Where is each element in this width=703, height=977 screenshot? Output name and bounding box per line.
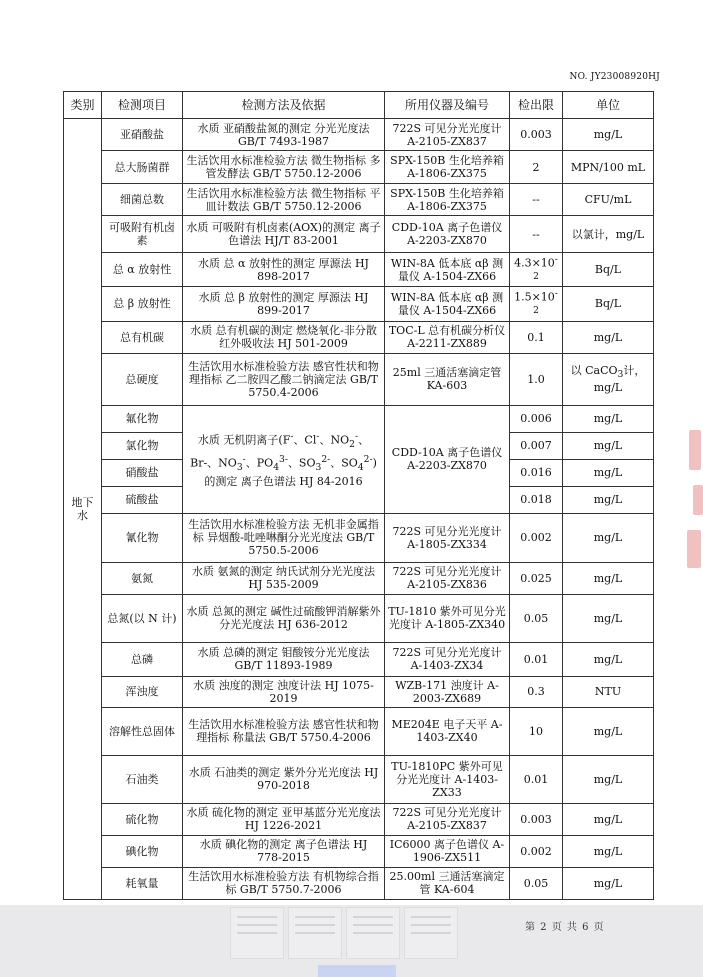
method-cell: 水质 石油类的测定 紫外分光光度法 HJ 970-2018 bbox=[183, 755, 385, 803]
page-thumbnail[interactable] bbox=[404, 907, 458, 959]
item-cell: 浑浊度 bbox=[102, 676, 183, 707]
unit-cell: Bq/L bbox=[563, 287, 654, 321]
scroll-indicator[interactable] bbox=[318, 965, 396, 977]
header-method: 检测方法及依据 bbox=[183, 92, 385, 119]
instrument-cell: ME204E 电子天平 A-1403-ZX40 bbox=[385, 707, 510, 755]
table-row bbox=[64, 321, 654, 353]
unit-cell: mg/L bbox=[563, 707, 654, 755]
table-row bbox=[64, 253, 654, 287]
limit-cell: 0.3 bbox=[510, 676, 563, 707]
instrument-cell: 722S 可见分光光度计 A-2105-ZX836 bbox=[385, 562, 510, 594]
method-cell: 水质 总氮的测定 碱性过硫酸钾消解紫外分光光度法 HJ 636-2012 bbox=[183, 594, 385, 642]
limit-cell: 2 bbox=[510, 151, 563, 184]
limit-cell: 0.002 bbox=[510, 513, 563, 562]
method-sup: 3- bbox=[279, 453, 288, 465]
limit-cell: 0.025 bbox=[510, 562, 563, 594]
method-text: 水质 无机阴离子(F bbox=[197, 433, 291, 447]
category-cell: 地下水 bbox=[64, 119, 102, 900]
item-cell: 溶解性总固体 bbox=[102, 707, 183, 755]
table-row bbox=[64, 676, 654, 707]
header-limit: 检出限 bbox=[510, 92, 563, 119]
item-cell: 总磷 bbox=[102, 642, 183, 676]
table-row bbox=[64, 835, 654, 867]
unit-cell: mg/L bbox=[563, 513, 654, 562]
table-row bbox=[64, 216, 654, 253]
method-cell: 生活饮用水标准检验方法 微生物指标 平皿计数法 GB/T 5750.12-2006 bbox=[183, 184, 385, 216]
item-cell: 细菌总数 bbox=[102, 184, 183, 216]
unit-cell: 以氯计，mg/L bbox=[563, 216, 654, 253]
unit-text: 计，mg/L bbox=[593, 364, 646, 395]
page-thumbnail[interactable] bbox=[230, 907, 284, 959]
method-cell: 水质 氨氮的测定 纳氏试剂分光光度法 HJ 535-2009 bbox=[183, 562, 385, 594]
method-cell: 生活饮用水标准检验方法 微生物指标 多管发酵法 GB/T 5750.12-2006 bbox=[183, 151, 385, 184]
header-instrument: 所用仪器及编号 bbox=[385, 92, 510, 119]
instrument-cell: WIN-8A 低本底 αβ 测量仪 A-1504-ZX66 bbox=[385, 253, 510, 287]
table-row bbox=[64, 594, 654, 642]
method-cell: 水质 碘化物的测定 离子色谱法 HJ 778-2015 bbox=[183, 835, 385, 867]
unit-cell: NTU bbox=[563, 676, 654, 707]
page-number-footer: 第 2 页 共 6 页 bbox=[525, 922, 605, 933]
limit-cell bbox=[510, 253, 563, 287]
header-row bbox=[64, 92, 654, 119]
method-cell: 水质 亚硝酸盐氮的测定 分光光度法 GB/T 7493-1987 bbox=[183, 119, 385, 151]
limit-cell: 0.05 bbox=[510, 594, 563, 642]
method-sub: 4 bbox=[357, 461, 364, 473]
unit-cell: MPN/100 mL bbox=[563, 151, 654, 184]
header-unit: 单位 bbox=[563, 92, 654, 119]
method-text: 、SO bbox=[330, 456, 358, 470]
table-row bbox=[64, 151, 654, 184]
table-row bbox=[64, 513, 654, 562]
unit-cell: mg/L bbox=[563, 562, 654, 594]
item-cell: 亚硝酸盐 bbox=[102, 119, 183, 151]
limit-cell: 0.006 bbox=[510, 405, 563, 432]
table-row bbox=[64, 642, 654, 676]
limit-cell: 0.05 bbox=[510, 867, 563, 899]
method-sup: - bbox=[354, 430, 359, 442]
instrument-cell: 722S 可见分光光度计 A-1805-ZX334 bbox=[385, 513, 510, 562]
limit-cell: 0.018 bbox=[510, 486, 563, 513]
item-cell: 总有机碳 bbox=[102, 321, 183, 353]
table-row bbox=[64, 119, 654, 151]
unit-text: 以 CaCO bbox=[570, 364, 618, 378]
limit-exponent: -2 bbox=[533, 254, 558, 282]
item-cell: 总硬度 bbox=[102, 353, 183, 405]
instrument-cell: TU-1810PC 紫外可见分光光度计 A-1403-ZX33 bbox=[385, 755, 510, 803]
instrument-cell: SPX-150B 生化培养箱 A-1806-ZX375 bbox=[385, 184, 510, 216]
instrument-cell: SPX-150B 生化培养箱 A-1806-ZX375 bbox=[385, 151, 510, 184]
method-sub: 3 bbox=[236, 461, 243, 473]
unit-cell bbox=[563, 353, 654, 405]
unit-cell: Bq/L bbox=[563, 253, 654, 287]
instrument-cell-anions: CDD-10A 离子色谱仪 A-2203-ZX870 bbox=[385, 405, 510, 513]
method-text: 、NO bbox=[319, 433, 350, 447]
limit-cell: 10 bbox=[510, 707, 563, 755]
page-thumbnail-strip[interactable] bbox=[230, 907, 520, 957]
unit-cell: mg/L bbox=[563, 459, 654, 486]
limit-cell: 0.016 bbox=[510, 459, 563, 486]
limit-exponent: -2 bbox=[533, 288, 558, 316]
page-thumbnail[interactable] bbox=[346, 907, 400, 959]
page-thumbnail[interactable] bbox=[288, 907, 342, 959]
method-sup: - bbox=[290, 430, 294, 442]
unit-cell: mg/L bbox=[563, 119, 654, 151]
table-row bbox=[64, 287, 654, 321]
method-cell: 水质 总 β 放射性的测定 厚源法 HJ 899-2017 bbox=[183, 287, 385, 321]
instrument-cell: CDD-10A 离子色谱仪 A-2203-ZX870 bbox=[385, 216, 510, 253]
method-cell: 水质 总 α 放射性的测定 厚源法 HJ 898-2017 bbox=[183, 253, 385, 287]
item-cell: 可吸附有机卤素 bbox=[102, 216, 183, 253]
seal-stamp-partial bbox=[681, 430, 703, 575]
document-number: NO. JY23008920HJ bbox=[569, 72, 660, 82]
unit-subscript: 3 bbox=[617, 369, 624, 381]
limit-cell: 0.007 bbox=[510, 432, 563, 459]
limit-base: 4.3×10 bbox=[514, 256, 555, 270]
table-row bbox=[64, 755, 654, 803]
item-cell: 氟化物 bbox=[102, 405, 183, 432]
table-row bbox=[64, 184, 654, 216]
limit-base: 1.5×10 bbox=[514, 290, 555, 304]
method-text: 、SO bbox=[287, 456, 316, 470]
method-cell: 生活饮用水标准检验方法 无机非金属指标 异烟酸-吡唑啉酮分光光度法 GB/T 5750.5-2006 bbox=[183, 513, 385, 562]
item-cell: 氨氮 bbox=[102, 562, 183, 594]
item-cell: 碘化物 bbox=[102, 835, 183, 867]
method-cell-anions bbox=[183, 405, 385, 513]
item-cell: 硫酸盐 bbox=[102, 486, 183, 513]
unit-cell: mg/L bbox=[563, 642, 654, 676]
table-row bbox=[64, 707, 654, 755]
instrument-cell: 722S 可见分光光度计 A-1403-ZX34 bbox=[385, 642, 510, 676]
instrument-cell: TOC-L 总有机碳分析仪 A-2211-ZX889 bbox=[385, 321, 510, 353]
limit-cell bbox=[510, 287, 563, 321]
table-row bbox=[64, 867, 654, 899]
item-cell: 氰化物 bbox=[102, 513, 183, 562]
method-sup: 2- bbox=[363, 453, 373, 465]
instrument-cell: TU-1810 紫外可见分光光度计 A-1805-ZX340 bbox=[385, 594, 510, 642]
unit-cell: mg/L bbox=[563, 321, 654, 353]
method-sub: 3 bbox=[315, 461, 322, 473]
method-text: 、Br-、NO bbox=[190, 433, 370, 470]
item-cell: 总 α 放射性 bbox=[102, 253, 183, 287]
unit-cell: CFU/mL bbox=[563, 184, 654, 216]
instrument-cell: 25ml 三通活塞滴定管 KA-603 bbox=[385, 353, 510, 405]
limit-cell: 0.1 bbox=[510, 321, 563, 353]
method-text: 、Cl bbox=[293, 433, 317, 447]
header-category: 类别 bbox=[64, 92, 102, 119]
instrument-cell: 722S 可见分光光度计 A-2105-ZX837 bbox=[385, 803, 510, 835]
method-cell: 水质 总磷的测定 钼酸铵分光光度法 GB/T 11893-1989 bbox=[183, 642, 385, 676]
unit-cell: mg/L bbox=[563, 432, 654, 459]
method-text: )的测定 离子色谱法 HJ 84-2016 bbox=[204, 456, 377, 489]
method-sup: - bbox=[242, 453, 246, 465]
instrument-cell: 25.00ml 三通活塞滴定管 KA-604 bbox=[385, 867, 510, 899]
unit-cell: mg/L bbox=[563, 405, 654, 432]
unit-cell: mg/L bbox=[563, 594, 654, 642]
instrument-cell: 722S 可见分光光度计 A-2105-ZX837 bbox=[385, 119, 510, 151]
item-cell: 石油类 bbox=[102, 755, 183, 803]
method-cell: 生活饮用水标准检验方法 感官性状和物理指标 乙二胺四乙酸二钠滴定法 GB/T 5750.4-2006 bbox=[183, 353, 385, 405]
item-cell: 总大肠菌群 bbox=[102, 151, 183, 184]
limit-cell: 1.0 bbox=[510, 353, 563, 405]
table-row bbox=[64, 353, 654, 405]
instrument-cell: WZB-171 浊度计 A-2003-ZX689 bbox=[385, 676, 510, 707]
unit-cell: mg/L bbox=[563, 486, 654, 513]
method-cell: 水质 浊度的测定 浊度计法 HJ 1075-2019 bbox=[183, 676, 385, 707]
table-row bbox=[64, 803, 654, 835]
unit-cell: mg/L bbox=[563, 803, 654, 835]
method-sub: 2 bbox=[349, 438, 355, 450]
instrument-cell: IC6000 离子色谱仪 A-1906-ZX511 bbox=[385, 835, 510, 867]
method-sup: - bbox=[316, 430, 320, 442]
instrument-cell: WIN-8A 低本底 αβ 测量仪 A-1504-ZX66 bbox=[385, 287, 510, 321]
method-text: 、PO bbox=[245, 456, 274, 470]
method-cell: 水质 硫化物的测定 亚甲基蓝分光光度法 HJ 1226-2021 bbox=[183, 803, 385, 835]
limit-cell: -- bbox=[510, 216, 563, 253]
item-cell: 氯化物 bbox=[102, 432, 183, 459]
limit-cell: 0.01 bbox=[510, 642, 563, 676]
table-row bbox=[64, 562, 654, 594]
method-cell: 水质 可吸附有机卤素(AOX)的测定 离子色谱法 HJ/T 83-2001 bbox=[183, 216, 385, 253]
unit-cell: mg/L bbox=[563, 867, 654, 899]
test-methods-table bbox=[63, 91, 654, 900]
item-cell: 硝酸盐 bbox=[102, 459, 183, 486]
unit-cell: mg/L bbox=[563, 755, 654, 803]
item-cell: 硫化物 bbox=[102, 803, 183, 835]
item-cell: 耗氧量 bbox=[102, 867, 183, 899]
method-cell: 生活饮用水标准检验方法 有机物综合指标 GB/T 5750.7-2006 bbox=[183, 867, 385, 899]
unit-cell: mg/L bbox=[563, 835, 654, 867]
limit-cell: 0.003 bbox=[510, 803, 563, 835]
item-cell: 总 β 放射性 bbox=[102, 287, 183, 321]
method-cell: 水质 总有机碳的测定 燃烧氧化-非分散红外吸收法 HJ 501-2009 bbox=[183, 321, 385, 353]
header-item: 检测项目 bbox=[102, 92, 183, 119]
method-sub: 4 bbox=[273, 461, 280, 473]
method-sup: 2- bbox=[321, 453, 331, 465]
table-row bbox=[64, 405, 654, 432]
method-cell: 生活饮用水标准检验方法 感官性状和物理指标 称量法 GB/T 5750.4-2006 bbox=[183, 707, 385, 755]
limit-cell: -- bbox=[510, 184, 563, 216]
limit-cell: 0.002 bbox=[510, 835, 563, 867]
item-cell: 总氮(以 N 计) bbox=[102, 594, 183, 642]
limit-cell: 0.003 bbox=[510, 119, 563, 151]
limit-cell: 0.01 bbox=[510, 755, 563, 803]
